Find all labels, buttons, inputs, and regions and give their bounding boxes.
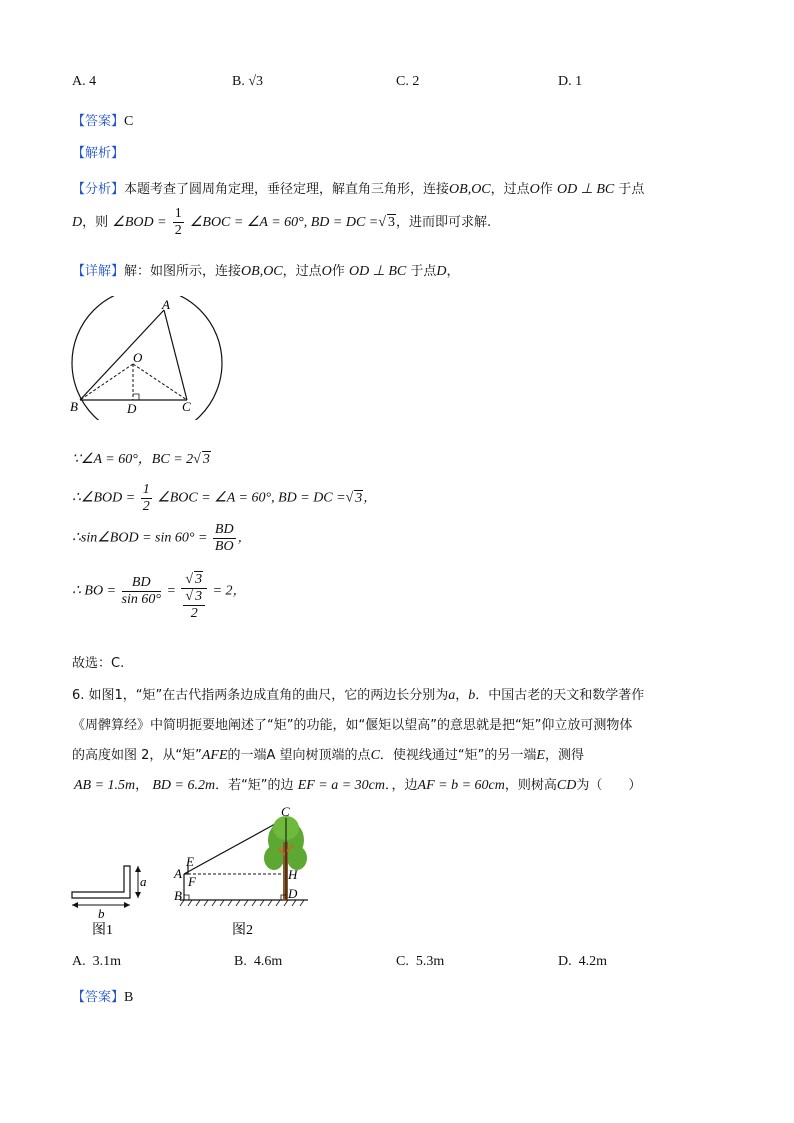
analysis-text: ，过点: [490, 182, 530, 197]
analysis-text: ，则: [82, 215, 109, 230]
option-label: B.: [234, 954, 247, 969]
label-b: b: [98, 906, 105, 921]
analysis-text: 于点: [618, 182, 645, 197]
step-text: ∠BOC = ∠A = 60°, BD = DC =: [157, 490, 346, 506]
label-c: C: [182, 399, 191, 414]
step-4: [72, 572, 246, 622]
q6-text: ，则树高: [504, 778, 557, 793]
figure-2: [168, 800, 318, 942]
analysis-tag: 【分析】: [72, 182, 125, 197]
step-2: ∴∠BOD = $\frac{1}{2}$ ∠BOC = ∠A = 60°, BD = DC =√ 3，: [72, 482, 377, 514]
math-afe: AFE: [201, 748, 228, 763]
sqrt-value: 3: [387, 215, 395, 230]
step-text: =: [166, 583, 176, 599]
label-h: H: [288, 867, 298, 882]
math-o: O: [321, 264, 332, 279]
step-text: ∴∠BOD =: [72, 490, 136, 506]
label-d: D: [288, 886, 298, 901]
option-a-prev: A. 4: [72, 74, 97, 89]
circle: [72, 296, 222, 420]
option-d-prev: D. 1: [558, 74, 583, 89]
math-ab: AB = 1.5m: [74, 778, 136, 793]
math-eq-right: ∠BOC = ∠A = 60°, BD = DC =: [189, 215, 379, 230]
math-obc: OB,OC: [449, 182, 491, 197]
answer-tag: 【答案】: [72, 990, 125, 1005]
fraction: $\frac{1}{2}$: [174, 206, 182, 238]
option-label: D.: [558, 954, 572, 969]
math-af: AF = b = 60cm: [417, 778, 505, 793]
q6-text: 的高度如图 2，从“矩”: [72, 748, 202, 763]
sqrt-value: 3: [202, 452, 210, 467]
math-c: C: [370, 748, 380, 763]
option-value: 5.3m: [415, 954, 445, 969]
option-value: 3.1m: [92, 954, 122, 969]
analysis-text: 本题考查了圆周角定理，垂径定理，解直角三角形，连接: [124, 182, 450, 197]
math-od-perp-bc: OD ⊥ BC: [348, 264, 407, 279]
math-od-perp-bc: OD ⊥ BC: [556, 182, 615, 197]
conclusion: 故选：C.: [72, 656, 125, 671]
option-label: B.: [232, 74, 245, 89]
figure-1: [66, 862, 156, 942]
step-text: ，: [232, 583, 246, 599]
q6-text: ．使视线通过“矩”的另一端: [379, 748, 537, 763]
detail-text: ，: [446, 264, 460, 279]
detail-text: ，过点: [282, 264, 322, 279]
math-bd: BD = 6.2m: [152, 778, 216, 793]
explain-tag: 【解析】: [72, 146, 125, 161]
sqrt-value: 3: [355, 490, 363, 506]
sqrt-sign: √: [378, 215, 386, 230]
q6-text: 为（ ）: [576, 778, 642, 793]
label-a: A: [162, 297, 170, 312]
label-f: F: [188, 874, 196, 889]
detail-text: 解：如图所示，连接: [124, 264, 242, 279]
step-3: [72, 522, 251, 555]
q6-answer-line: [72, 986, 133, 1006]
q6-line-4: [74, 774, 641, 794]
math-d: D: [436, 264, 447, 279]
option-value: 4.2m: [578, 954, 608, 969]
label-o: O: [133, 350, 143, 365]
analysis-text: ，进而即可求解.: [395, 215, 492, 230]
math-o: O: [529, 182, 540, 197]
segment-ob: [80, 364, 133, 400]
option-label: A.: [72, 954, 86, 969]
option-value: √3: [248, 74, 264, 89]
label-e: E: [186, 854, 194, 869]
math-obc: OB,OC: [241, 264, 283, 279]
q6-text: ．若“矩”的边: [215, 778, 294, 793]
q6-line-3: [72, 744, 584, 764]
math-a: a: [448, 688, 456, 703]
step-text: ∵∠A = 60°，BC = 2: [72, 452, 194, 467]
fraction: $\frac{BD}{\sin 60^\circ}$: [121, 575, 161, 607]
label-a: A: [174, 866, 182, 881]
step-1: ∵∠A = 60°，BC = 2√ 3: [72, 452, 210, 467]
label-b: B: [70, 399, 78, 414]
answer-tag: 【答案】: [72, 114, 125, 129]
option-c-prev: C. 2: [396, 74, 420, 89]
answer-value: B: [124, 990, 134, 1005]
step-text: = 2: [212, 583, 233, 599]
q6-text: ，测得: [544, 748, 584, 763]
ground-hatching: [180, 900, 304, 906]
math-ef: EF = a = 30cm: [297, 778, 386, 793]
detail-tag: 【详解】: [72, 264, 125, 279]
math-d: D: [72, 215, 83, 230]
q6-text: 的一端A 望向树顶端的点: [227, 748, 371, 763]
answer-line: [72, 110, 133, 130]
q6-text: ，: [135, 778, 149, 793]
q6-text: 6. 如图1，“矩”在古代指两条边成直角的曲尺，它的两边长分别为: [72, 688, 449, 703]
option-value: 4.6m: [253, 954, 283, 969]
option-a: [72, 954, 121, 970]
option-label: C.: [396, 954, 409, 969]
answer-value: C: [124, 114, 134, 129]
ruler-shape: [72, 866, 130, 898]
math-b: b: [468, 688, 476, 703]
option-b: [234, 954, 282, 970]
fraction: $\frac{BD}{BO}$: [214, 522, 234, 554]
figure-2-caption: 图2: [232, 923, 253, 938]
step-text: ∴ BO =: [72, 583, 117, 599]
right-angle-mark: [133, 394, 139, 400]
step-text: ，: [363, 490, 377, 506]
figure-1-caption: 图1: [92, 923, 113, 938]
circle-figure: [66, 296, 230, 420]
detail-line: [72, 260, 460, 280]
math-eq-left: ∠BOD =: [112, 215, 167, 230]
segment-ab: [80, 310, 164, 400]
step-text: ∴sin∠BOD = sin 60° =: [72, 530, 208, 546]
math-cd: CD: [556, 778, 577, 793]
analysis-text: 作: [539, 182, 553, 197]
fraction: $\frac{1}{2}$: [142, 482, 150, 514]
option-c: [396, 954, 444, 970]
label-d: D: [127, 401, 137, 416]
label-a: a: [140, 874, 147, 889]
analysis-line-1: [72, 178, 644, 198]
q6-line-1: [72, 684, 644, 704]
analysis-line-2: [72, 206, 491, 239]
option-d: [558, 954, 607, 970]
detail-text: 于点: [410, 264, 437, 279]
label-b: B: [174, 888, 182, 903]
q6-text: ，: [455, 688, 469, 703]
option-b-prev: [232, 74, 263, 90]
step-text: ，: [237, 530, 251, 546]
q6-text: ．中国古老的天文和数学著作: [475, 688, 645, 703]
compound-fraction: $\frac{√ 3}{\frac{√ 3}{2}}$: [181, 572, 207, 622]
detail-text: 作: [331, 264, 345, 279]
math-e: E: [536, 748, 545, 763]
q6-text: ．，边: [385, 778, 418, 793]
q6-line-2: 《周髀算经》中简明扼要地阐述了“矩”的功能，如“偃矩以望高”的意思就是把“矩”仰立放可测物体: [72, 718, 633, 733]
label-c: C: [281, 804, 290, 819]
